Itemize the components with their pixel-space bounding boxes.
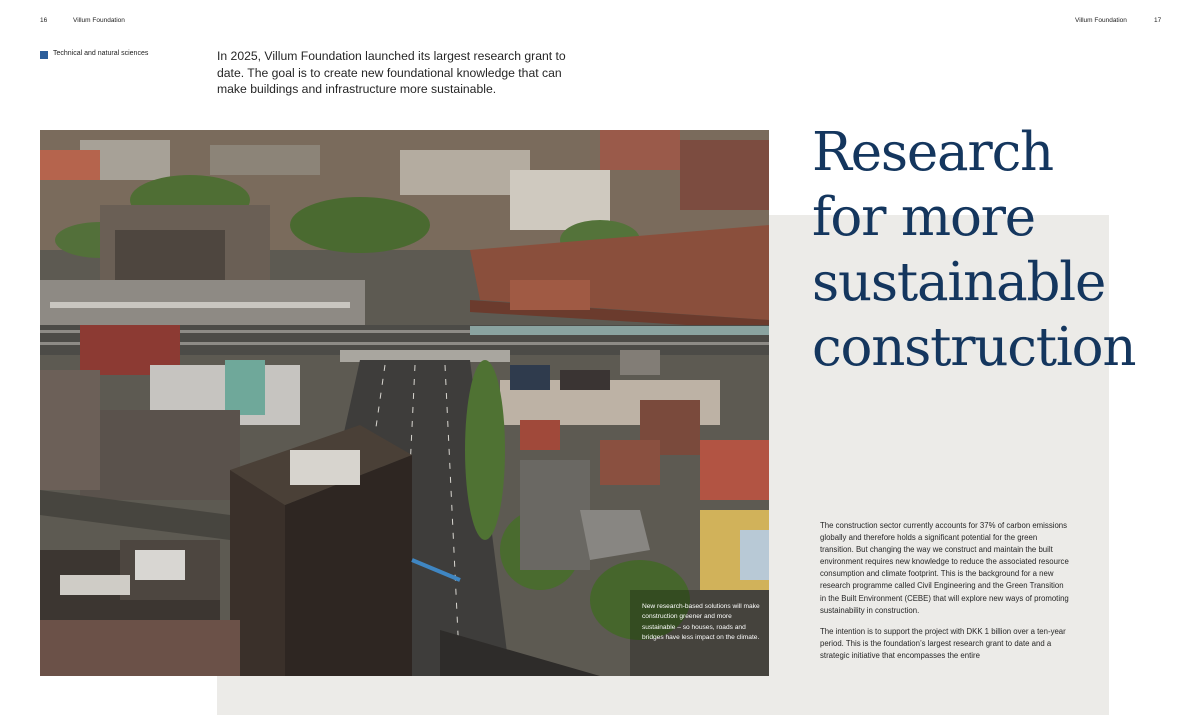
intro-text: In 2025, Villum Foundation launched its largest research grant to date. The goal is to create new foundational knowledge that can make buildings and infrastructure more sustainable. <box>217 49 566 96</box>
right-page-number: 17 <box>1154 17 1162 24</box>
section-tag-label: Technical and natural sciences <box>53 50 149 57</box>
section-tag-square-icon <box>40 51 48 59</box>
page-headline <box>812 120 1192 380</box>
headline-line: construction <box>812 317 1136 378</box>
headline-line: sustainable <box>812 252 1106 313</box>
right-running-title: Villum Foundation <box>1075 17 1127 24</box>
left-page-number: 16 <box>40 17 48 24</box>
headline-line: Research <box>812 122 1053 183</box>
left-running-title: Villum Foundation <box>73 17 125 24</box>
body-text <box>820 520 1070 672</box>
aerial-city-photo <box>40 130 769 676</box>
headline-line: for more <box>812 187 1035 248</box>
body-paragraph: The intention is to support the project with DKK 1 billion over a ten-year period. This is the foundation’s largest research grant to date and a strategic initiative that encompasses the entire <box>820 627 1066 661</box>
body-paragraph: The construction sector currently accounts for 37% of carbon emissions globally and therefore holds a significant potential for the green transition. But changing the way we construct and maintain the built environment requires new knowledge to reduce the associated resource consumption and climate footprint. This is the background for a new research programme called Civil Engineering and the Green Transition in the Built Environment (CEBE) that will explore new ways of promoting sustainability in construction. <box>820 521 1069 615</box>
photo-caption: New research-based solutions will make construction greener and more sustainable – so houses, roads and bridges have less impact on the climate. <box>642 603 760 641</box>
